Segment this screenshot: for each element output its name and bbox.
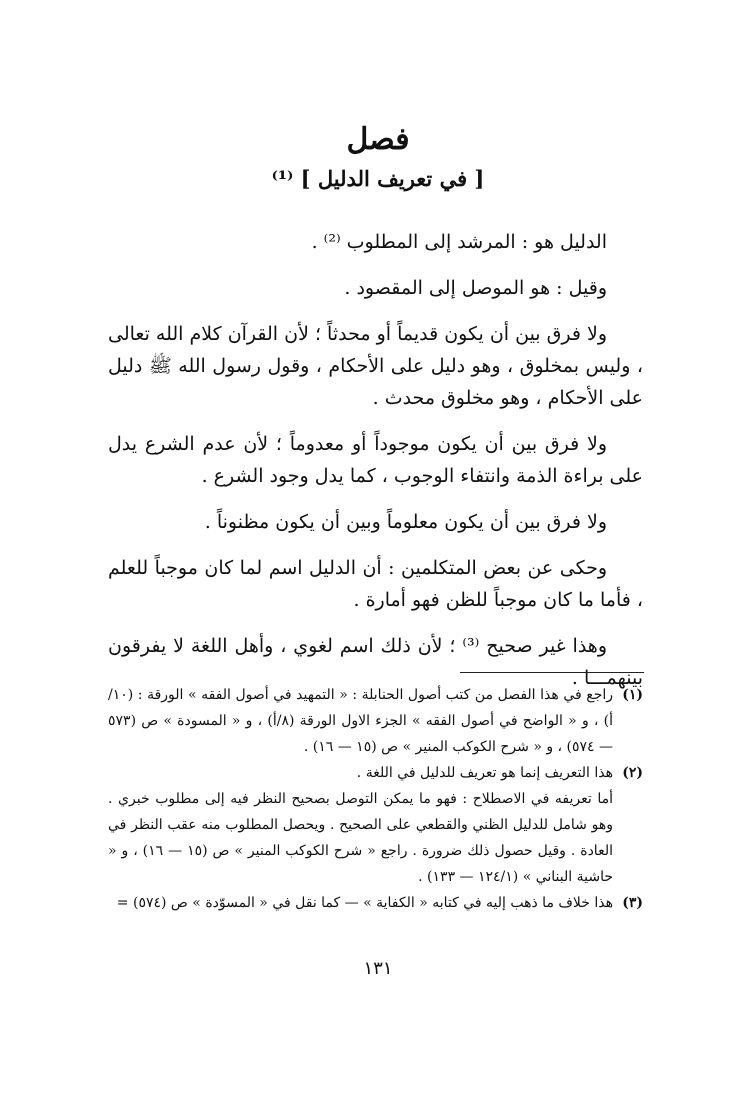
paragraph-definition: الدليل هو : المرشد إلى المطلوب ⁽²⁾ . (311, 231, 607, 253)
paragraph-existent-nonexistent: ولا فرق بين أن يكون موجوداً أو معدوماً ؛ لأن عدم الشرع يدل على براءة الذمة وانتفاء الوجوب ، كما يدل وجود الشرع . (108, 433, 643, 487)
footnotes (108, 682, 643, 916)
footnote-divider (460, 672, 644, 673)
page-number: ١٣١ (363, 958, 393, 979)
paragraph-known-presumed: ولا فرق بين أن يكون معلوماً وبين أن يكون مظنوناً . (204, 511, 607, 533)
paragraph-theologians: وحكى عن بعض المتكلمين : أن الدليل اسم لما كان موجباً للعلم ، فأما ما كان موجباً للظن فهو أمارة . (108, 557, 643, 611)
footnote-text: هذا خلاف ما ذهب إليه في كتابه « الكفاية » — كما نقل في « المسوّدة » ص (٥٧٤) = (116, 895, 613, 911)
footnote-text: هذا التعريف إنما هو تعريف للدليل في اللغة . (356, 765, 613, 781)
paragraph-old-new: ولا فرق بين أن يكون قديماً أو محدثاً ؛ لأن القرآن كلام الله تعالى ، وليس بمخلوق ، وهو دليل على الأحكام ، وقول رسول الله ﷺ دليل على الأحكام ، وهو مخلوق محدث . (108, 323, 643, 409)
footnote-2 (108, 760, 643, 890)
footnote-number: (٢) (622, 765, 643, 781)
footnote-number: (٣) (622, 895, 643, 911)
section-title: فصل (346, 122, 410, 157)
footnote-3 (108, 890, 643, 916)
footnote-number: (١) (622, 687, 643, 703)
paragraph-rebuttal: وهذا غير صحيح ⁽³⁾ ؛ لأن ذلك اسم لغوي ، وأهل اللغة لا يفرقون بينهمـــا . (108, 635, 643, 689)
footnote-text: أما تعريفه في الاصطلاح : فهو ما يمكن التوصل بصحيح النظر فيه إلى مطلوب خبري . وهو شامل للدليل الظني والقطعي على الصحيح . ويحصل المطلوب منه عقب النظر في العادة . وقيل حصول ذلك ضرورة . راجع « شرح الكوكب المنير » ص (١٥ — ١٦) ، و « حاشية البناني » (١٢٤/١ — ١٣٣) . (108, 791, 613, 885)
section-subtitle: [ في تعريف الدليل ] ⁽¹⁾ (271, 166, 485, 191)
footnote-1 (108, 682, 643, 760)
footnote-text: راجع في هذا الفصل من كتب أصول الحنابلة : « التمهيد في أصول الفقه » الورقة : (١٠/أ) ، و « الواضح في أصول الفقه » الجزء الاول الورقة (٨/أ) ، و « المسودة » ص (٥٧٣ — ٥٧٤) ، و « شرح الكوكب المنير » ص (١٥ — ١٦) . (108, 687, 613, 755)
paragraph-alternative-definition: وقيل : هو الموصل إلى المقصود . (344, 277, 607, 299)
main-text (108, 226, 643, 708)
